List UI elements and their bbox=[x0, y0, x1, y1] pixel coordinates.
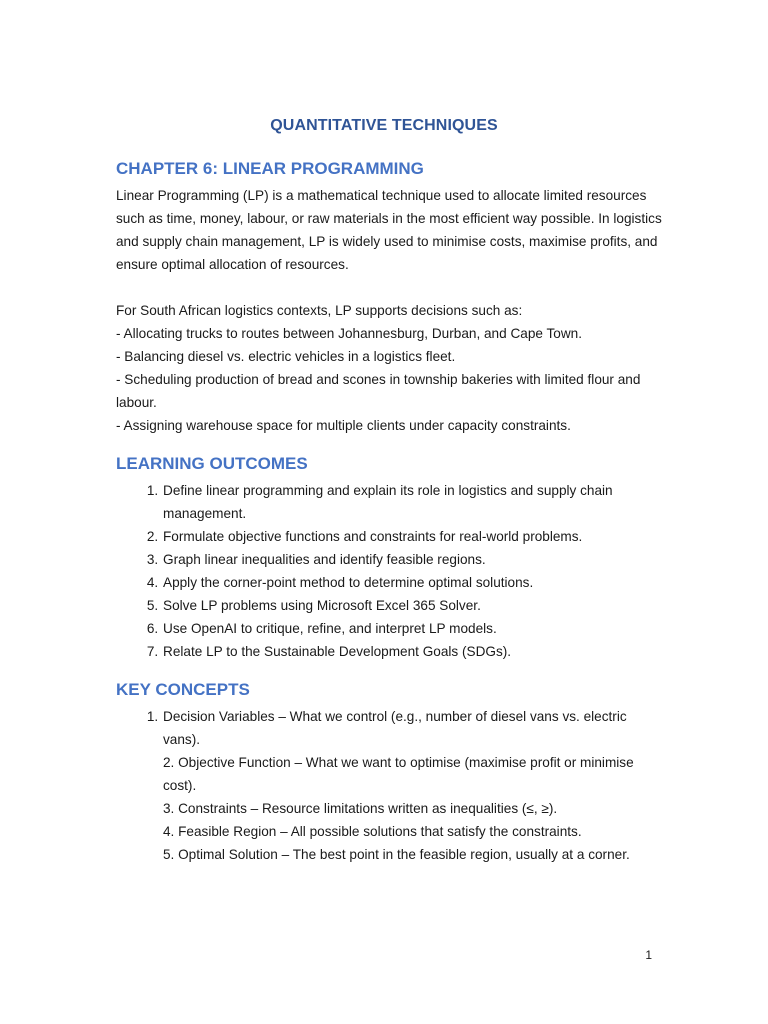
list-item: 1. Define linear programming and explain its role in logistics and supply chain management. bbox=[162, 479, 664, 525]
context-item: - Scheduling production of bread and scones in township bakeries with limited flour and labour. bbox=[116, 372, 641, 410]
context-item: - Allocating trucks to routes between Johannesburg, Durban, and Cape Town. bbox=[116, 326, 582, 341]
key-concepts-heading: KEY CONCEPTS bbox=[116, 680, 250, 699]
key-concept-first: Decision Variables – What we control (e.g., number of diesel vans vs. electric vans). bbox=[163, 709, 627, 747]
list-item: 6. Use OpenAI to critique, refine, and interpret LP models. bbox=[162, 617, 664, 640]
page-content bbox=[116, 156, 664, 866]
key-concept: 2. Objective Function – What we want to optimise (maximise profit or minimise cost). bbox=[163, 755, 634, 793]
list-item: 5. Solve LP problems using Microsoft Excel 365 Solver. bbox=[162, 594, 664, 617]
list-item bbox=[162, 705, 664, 866]
learning-outcomes-heading: LEARNING OUTCOMES bbox=[116, 454, 308, 473]
key-concept: 5. Optimal Solution – The best point in the feasible region, usually at a corner. bbox=[163, 847, 630, 862]
list-item: 4. Apply the corner-point method to determine optimal solutions. bbox=[162, 571, 664, 594]
page-number: 1 bbox=[645, 948, 652, 962]
context-item: - Assigning warehouse space for multiple clients under capacity constraints. bbox=[116, 418, 571, 433]
context-lead: For South African logistics contexts, LP supports decisions such as: bbox=[116, 303, 523, 318]
context-paragraph bbox=[116, 299, 664, 437]
context-item: - Balancing diesel vs. electric vehicles in a logistics fleet. bbox=[116, 349, 456, 364]
intro-paragraph: Linear Programming (LP) is a mathematical technique used to allocate limited resources such as time, money, labour, or raw materials in the most efficient way possible. In logistics and supply chain management, LP is widely used to minimise costs, maximise profits, and ensure optimal allocation of resources. bbox=[116, 188, 662, 272]
document-title: QUANTITATIVE TECHNIQUES bbox=[270, 117, 498, 134]
key-concept: 4. Feasible Region – All possible solutions that satisfy the constraints. bbox=[163, 824, 582, 839]
learning-outcomes-list bbox=[116, 479, 664, 663]
key-concept: 3. Constraints – Resource limitations written as inequalities (≤, ≥). bbox=[163, 801, 558, 816]
key-concepts-list bbox=[116, 705, 664, 866]
list-item: 3. Graph linear inequalities and identify feasible regions. bbox=[162, 548, 664, 571]
list-item: 7. Relate LP to the Sustainable Development Goals (SDGs). bbox=[162, 640, 664, 663]
list-item: 2. Formulate objective functions and constraints for real-world problems. bbox=[162, 525, 664, 548]
chapter-heading: CHAPTER 6: LINEAR PROGRAMMING bbox=[116, 159, 424, 178]
